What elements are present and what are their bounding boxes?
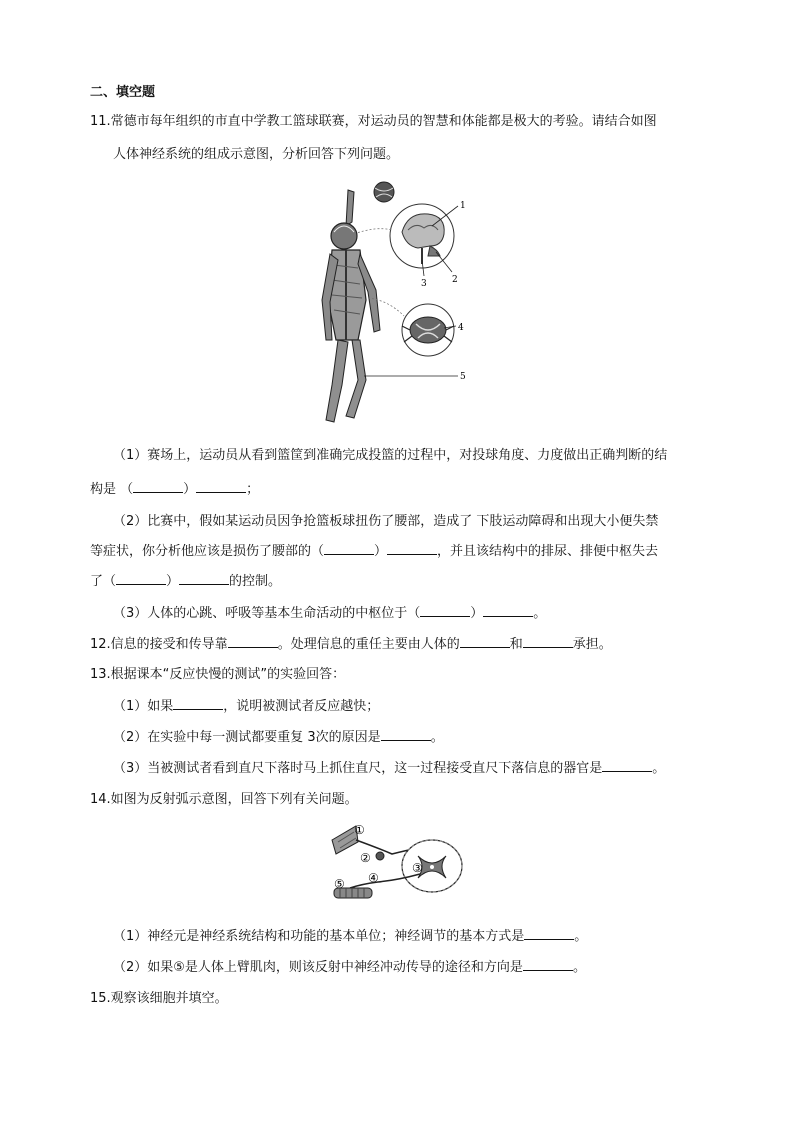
q14-part2: [113, 958, 586, 977]
q11-part2-text-a: 等症状，你分析他应该是损伤了腰部的（: [90, 544, 325, 559]
q13-stem: 13.根据课本“反应快慢的测试”的实验回答：: [90, 667, 346, 682]
figure2-label-1: ①: [354, 823, 365, 837]
figure1-label-4: 4: [458, 323, 464, 333]
answer-blank[interactable]: [324, 542, 374, 555]
answer-blank[interactable]: [381, 728, 431, 741]
q11-part3-text-c: 。: [533, 606, 547, 621]
q13-part3: [113, 759, 665, 778]
figure1-label-3: 3: [421, 279, 427, 289]
answer-blank[interactable]: [460, 635, 510, 648]
q14-stem: 14.如图为反射弧示意图，回答下列有关问题。: [90, 792, 358, 807]
section-title: 二、填空题: [90, 85, 156, 100]
figure1-label-5: 5: [460, 372, 466, 382]
q12-text-c: 和: [509, 637, 523, 652]
q11-part1-text-c: ；: [246, 482, 260, 497]
figure1-label-1: 1: [460, 201, 466, 211]
q11-part1-line2: [90, 480, 259, 499]
q14-part1: [113, 927, 587, 946]
answer-blank[interactable]: [173, 697, 223, 710]
q11-part3: [113, 604, 546, 623]
figure2-label-5: ⑤: [334, 877, 345, 891]
q12-text-b: 。处理信息的重任主要由人体的: [277, 637, 460, 652]
answer-blank[interactable]: [228, 635, 278, 648]
answer-blank[interactable]: [116, 572, 166, 585]
q13-part2-text-a: （2）在实验中每一测试都要重复 3次的原因是: [113, 730, 381, 745]
q11-part2-line3: [90, 572, 281, 591]
q11-part2-text-b: ）: [374, 544, 388, 559]
answer-blank[interactable]: [524, 927, 574, 940]
q12-text-a: 12.信息的接受和传导靠: [90, 637, 228, 652]
q13-part1-text-b: ，说明被测试者反应越快；: [223, 699, 380, 714]
q14-part1-text-a: （1）神经元是神经系统结构和功能的基本单位；神经调节的基本方式是: [113, 929, 525, 944]
q11-part2-line2: [90, 542, 658, 561]
answer-blank[interactable]: [602, 759, 652, 772]
q13-part1: [113, 697, 379, 716]
q14-part2-text-a: （2）如果⑤是人体上臂肌肉，则该反射中神经冲动传导的途径和方向是: [113, 960, 523, 975]
q13-part2: [113, 728, 444, 747]
q11-part2-line1: （2）比赛中，假如某运动员因争抢篮板球扭伤了腰部，造成了 下肢运动障碍和出现大小便失禁: [113, 514, 659, 529]
q11-part2-text-c: ，并且该结构中的排尿、排便中枢失去: [437, 544, 659, 559]
figure2-label-3: ③: [412, 861, 423, 875]
q11-part1-text-a: 构是 （: [90, 482, 134, 497]
q13-part3-text-a: （3）当被测试者看到直尺下落时马上抓住直尺，这一过程接受直尺下落信息的器官是: [113, 761, 603, 776]
answer-blank[interactable]: [196, 480, 246, 493]
q14-part2-text-b: 。: [572, 960, 586, 975]
q11-part3-text-b: ）: [470, 606, 484, 621]
q14-part1-text-b: 。: [574, 929, 588, 944]
figure2-label-2: ②: [360, 851, 371, 865]
q12-stem: [90, 635, 612, 654]
q11-part3-text-a: （3）人体的心跳、呼吸等基本生命活动的中枢位于（: [113, 606, 421, 621]
answer-blank[interactable]: [133, 480, 183, 493]
q11-stem-line2: 人体神经系统的组成示意图，分析回答下列问题。: [113, 147, 400, 162]
q13-part3-text-b: 。: [652, 761, 666, 776]
answer-blank[interactable]: [523, 635, 573, 648]
q11-part2-text-f: 的控制。: [229, 574, 282, 589]
reflex-arc-figure: [328, 820, 468, 908]
answer-blank[interactable]: [179, 572, 229, 585]
q13-part1-text-a: （1）如果: [113, 699, 174, 714]
q15-stem: 15.观察该细胞并填空。: [90, 991, 228, 1006]
q11-part1-line1: （1）赛场上，运动员从看到篮筐到准确完成投篮的过程中，对投球角度、力度做出正确判断的结: [113, 448, 668, 463]
q11-part1-text-b: ）: [183, 482, 197, 497]
q12-text-d: 承担。: [572, 637, 612, 652]
answer-blank[interactable]: [523, 958, 573, 971]
nervous-system-figure: [318, 180, 478, 430]
figure1-label-2: 2: [452, 275, 458, 285]
q13-part2-text-b: 。: [430, 730, 444, 745]
answer-blank[interactable]: [420, 604, 470, 617]
q11-part2-text-d: 了（: [90, 574, 117, 589]
answer-blank[interactable]: [483, 604, 533, 617]
q11-stem-line1: 11.常德市每年组织的市直中学教工篮球联赛，对运动员的智慧和体能都是极大的考验。请结合如图: [90, 114, 657, 129]
answer-blank[interactable]: [387, 542, 437, 555]
q11-part2-text-e: ）: [166, 574, 180, 589]
figure2-label-4: ④: [368, 871, 379, 885]
